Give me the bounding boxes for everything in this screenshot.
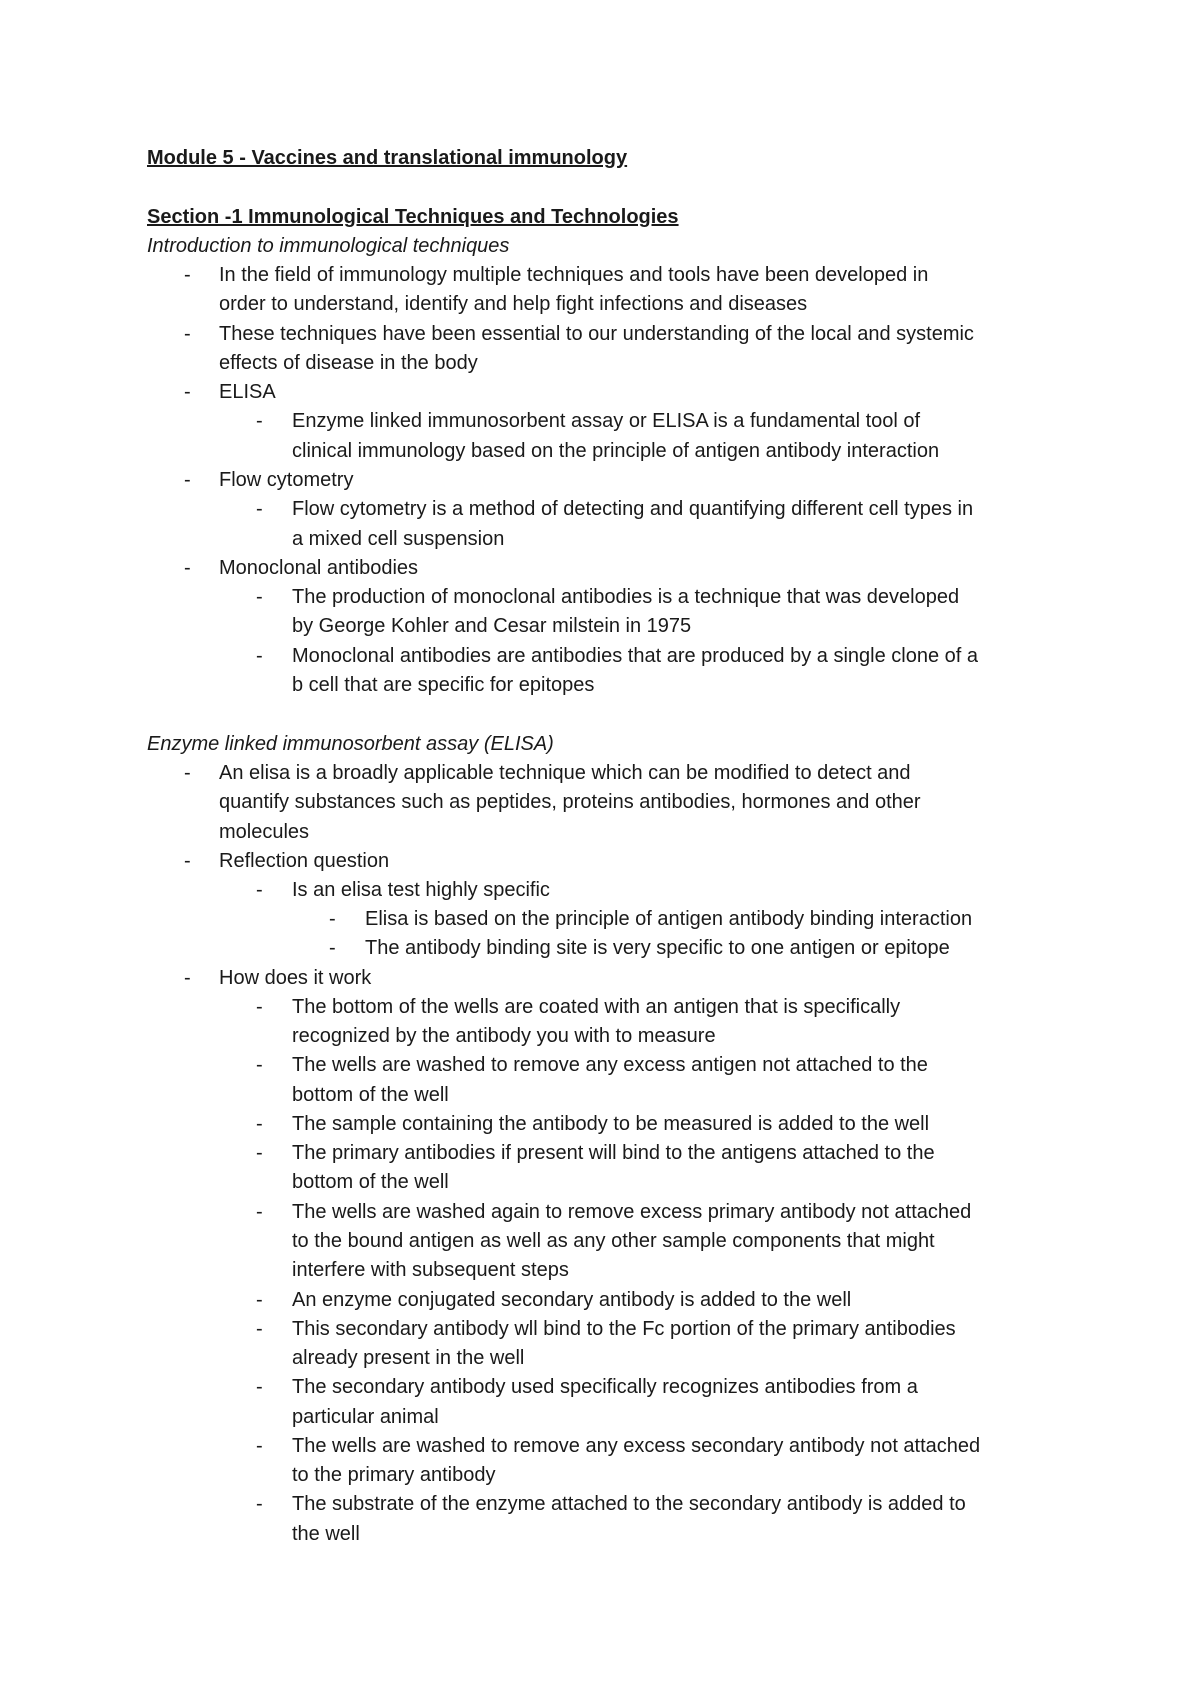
list-item-line: The primary antibodies if present will bind to the antigens attached to the [292,1142,935,1164]
elisa-heading: Enzyme linked immunosorbent assay (ELISA) [147,733,554,755]
list-item-line: The antibody binding site is very specific to one antigen or epitope [365,937,950,959]
list-item-line: Enzyme linked immunosorbent assay or ELISA is a fundamental tool of [292,410,921,432]
bullet-dash: - [256,1113,263,1135]
list-item-line: recognized by the antibody you with to measure [292,1025,716,1047]
list-item-line: The substrate of the enzyme attached to the secondary antibody is added to [292,1493,966,1515]
bullet-dash: - [256,498,263,520]
bullet-dash: - [184,557,191,579]
bullet-dash: - [256,1493,263,1515]
list-item-line: a mixed cell suspension [292,528,505,550]
list-item-line: Is an elisa test highly specific [292,879,550,901]
bullet-dash: - [256,1142,263,1164]
list-item-line: An elisa is a broadly applicable technique which can be modified to detect and [219,762,911,784]
list-item-line: Reflection question [219,850,390,872]
list-item-line: effects of disease in the body [219,352,478,374]
bullet-dash: - [184,381,191,403]
bullet-dash: - [256,410,263,432]
list-item-line: The sample containing the antibody to be measured is added to the well [292,1113,930,1135]
list-item-line: Flow cytometry [219,469,354,491]
intro-heading: Introduction to immunological techniques [147,235,510,257]
list-item-line: The wells are washed to remove any excess secondary antibody not attached [292,1435,981,1457]
bullet-dash: - [256,1289,263,1311]
bullet-dash: - [329,937,336,959]
bullet-dash: - [329,908,336,930]
list-item-line: to the bound antigen as well as any other sample components that might [292,1230,935,1252]
bullet-dash: - [256,1201,263,1223]
list-item-line: to the primary antibody [292,1464,496,1486]
bullet-dash: - [184,264,191,286]
list-item-line: Flow cytometry is a method of detecting and quantifying different cell types in [292,498,974,520]
bullet-dash: - [256,996,263,1018]
list-item-line: already present in the well [292,1347,525,1369]
section-title: Section -1 Immunological Techniques and Technologies [147,206,679,228]
list-item-line: by George Kohler and Cesar milstein in 1975 [292,615,692,637]
list-item-line: This secondary antibody wll bind to the Fc portion of the primary antibodies [292,1318,956,1340]
list-item-line: Monoclonal antibodies [219,557,419,579]
list-item-line: The production of monoclonal antibodies is a technique that was developed [292,586,960,608]
bullet-dash: - [184,762,191,784]
list-item-line: quantify substances such as peptides, proteins antibodies, hormones and other [219,791,921,813]
bullet-dash: - [256,1054,263,1076]
list-item-line: bottom of the well [292,1171,449,1193]
bullet-dash: - [256,645,263,667]
list-item-line: particular animal [292,1406,439,1428]
document-title: Module 5 - Vaccines and translational immunology [147,147,628,169]
bullet-dash: - [184,967,191,989]
list-item-line: molecules [219,821,310,843]
list-item-line: In the field of immunology multiple techniques and tools have been developed in [219,264,929,286]
list-item-line: interfere with subsequent steps [292,1259,569,1281]
bullet-dash: - [256,879,263,901]
list-item-line: The wells are washed to remove any excess antigen not attached to the [292,1054,928,1076]
list-item-line: order to understand, identify and help fight infections and diseases [219,293,808,315]
list-item-line: the well [292,1523,360,1545]
list-item-line: clinical immunology based on the principle of antigen antibody interaction [292,440,940,462]
bullet-dash: - [184,850,191,872]
list-item-line: Elisa is based on the principle of antigen antibody binding interaction [365,908,973,930]
bullet-dash: - [184,469,191,491]
list-item-line: b cell that are specific for epitopes [292,674,595,696]
bullet-dash: - [256,1318,263,1340]
list-item-line: ELISA [219,381,276,403]
list-item-line: An enzyme conjugated secondary antibody is added to the well [292,1289,852,1311]
list-item-line: bottom of the well [292,1084,449,1106]
bullet-dash: - [256,586,263,608]
list-item-line: Monoclonal antibodies are antibodies that are produced by a single clone of a [292,645,979,667]
list-item-line: How does it work [219,967,372,989]
list-item-line: The secondary antibody used specifically recognizes antibodies from a [292,1376,918,1398]
list-item-line: These techniques have been essential to our understanding of the local and systemic [219,323,974,345]
bullet-dash: - [256,1435,263,1457]
bullet-dash: - [256,1376,263,1398]
list-item-line: The bottom of the wells are coated with an antigen that is specifically [292,996,901,1018]
bullet-dash: - [184,323,191,345]
list-item-line: The wells are washed again to remove excess primary antibody not attached [292,1201,972,1223]
